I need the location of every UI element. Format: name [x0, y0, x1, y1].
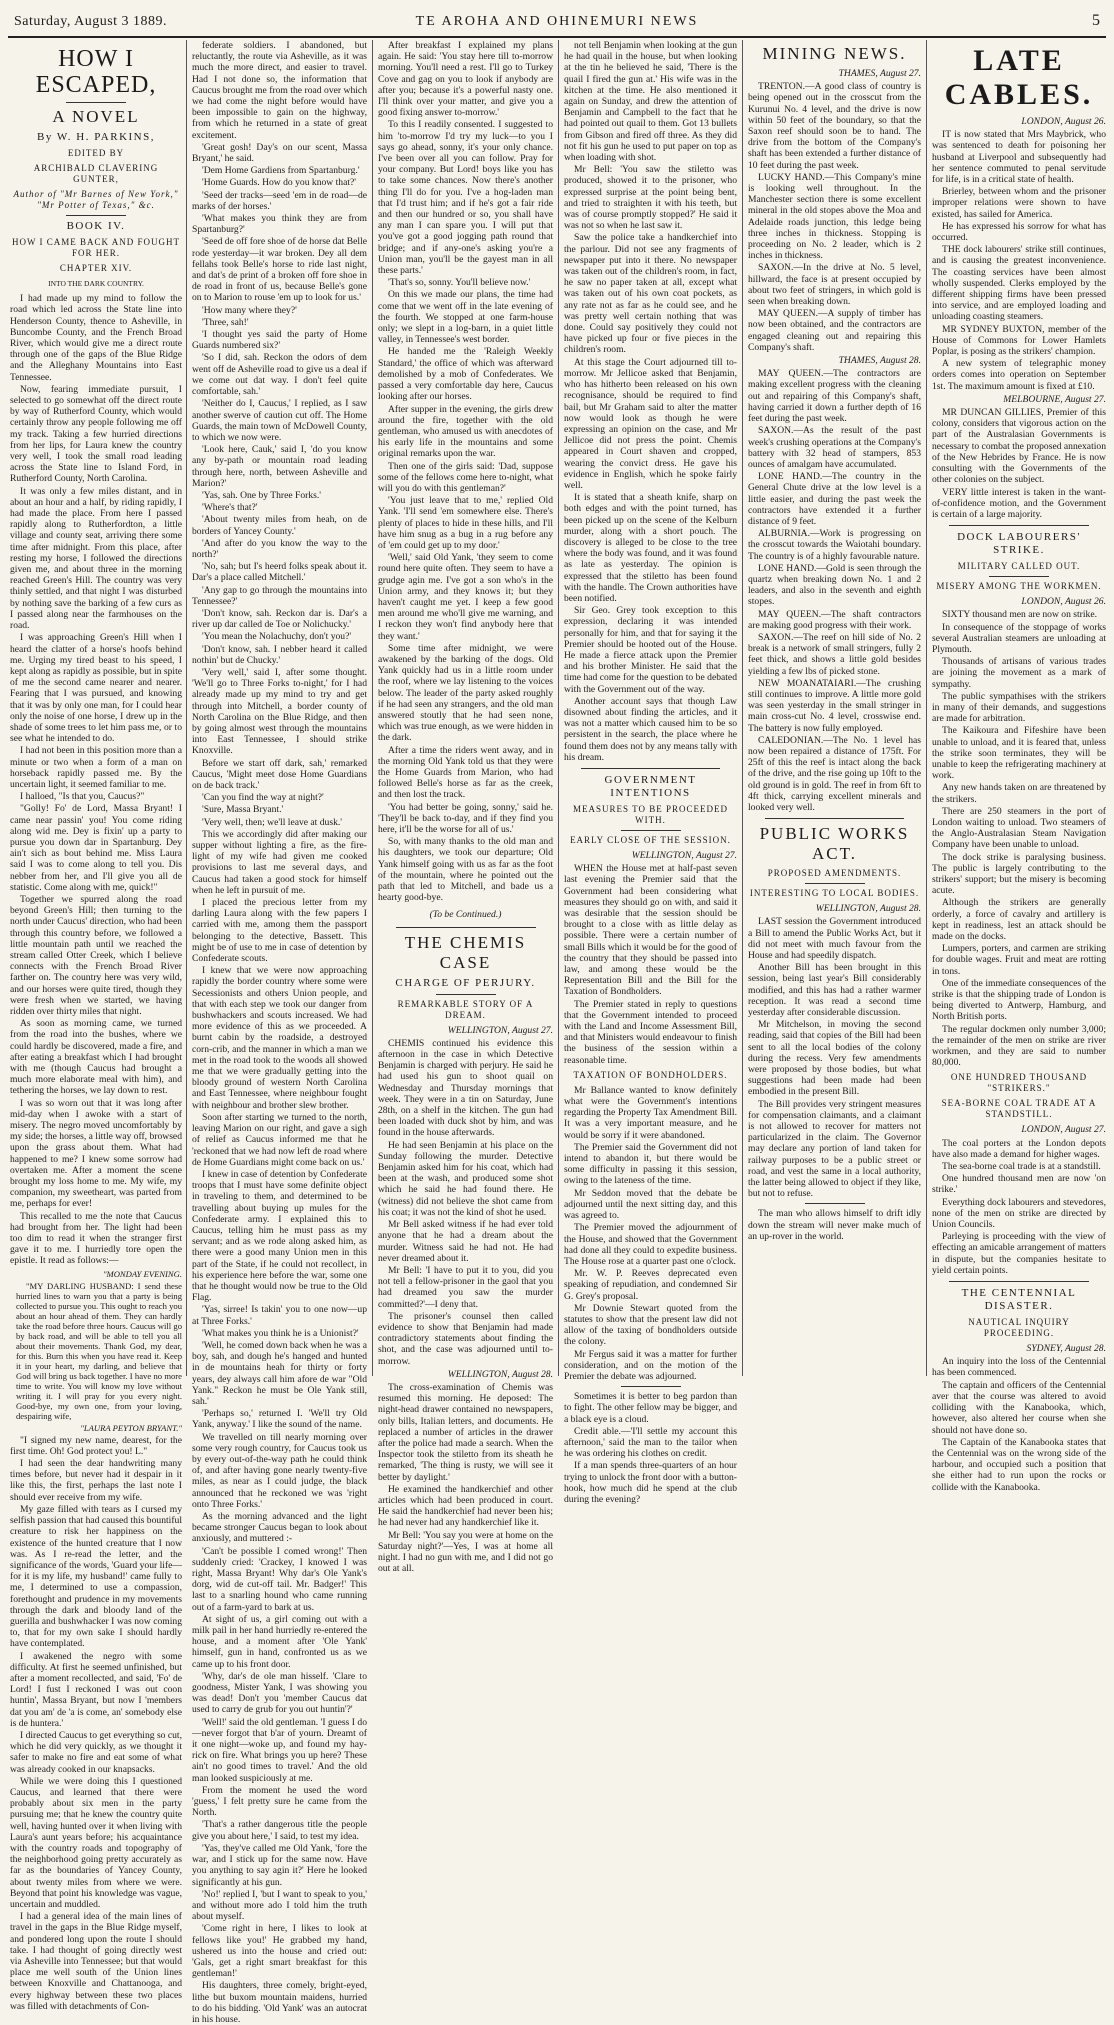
paragraph: 'Don't know, sah. I nebber heard it called nothin' but de Chucky.' — [192, 643, 367, 666]
divider — [765, 818, 903, 819]
paragraph: Now, fearing immediate pursuit, I selected to go somewhat off the direct route by way of Rutherford County, which would certainly throw any people following me off my track. Taking a few hurried directions from her lips, for Laura knew the country very well, I took the small road leading across the State line to Island Ford, in Rutherford County, North Carolina. — [10, 383, 182, 485]
paragraph: Mr Bell: 'I have to put it to you, did you not tell a fellow-prisoner in the gaol that you had dreamed you saw the murder committed?'—I deny that. — [378, 1264, 553, 1310]
section-heading: PUBLIC WORKS ACT. — [759, 824, 910, 864]
paragraph: 'What makes you think he is a Unionist?' — [202, 1327, 359, 1339]
paragraph: 'Neither do I, Caucus,' I replied, as I saw another swerve of caution cut off. The Home Guards, the main town of McDowell County, to which we now were. — [192, 398, 367, 443]
paragraph: One hundred thousand men are now 'on strike.' — [932, 1173, 1106, 1196]
divider — [949, 525, 1088, 526]
paragraph: At sight of us, a girl coming out with a milk pail in her hand hurriedly re-entered the house, and a moment after 'Ole Yank' himself, gun in hand, confronted us as we came up to his front door. — [192, 1613, 367, 1670]
paragraph: It was only a few miles distant, and in about an hour and a half, by riding rapidly, I had made the place. From here I passed rapidly along to Rutherfordton, a little village and county seat, arriving there some time after midnight. From this place, after resting my horse, I followed the directions given me, and about three in the morning reached Green's Hill. The country was very thinly settled, and that night I was disturbed by nothing save the barking of a few curs as I passed along near the farmhouses on the road. — [10, 485, 182, 632]
paragraph: 'Seed der tracks—seed 'em in de road—de marks of der horses.' — [192, 189, 367, 212]
paragraph: 'How many where they?' — [202, 304, 297, 316]
paragraph: We travelled on till nearly morning over some very rough country, for Caucus took us by every out-of-the-way path he could think of, and after having gone nearly twenty-five miles, as near as I could judge, the black announced that he reckoned we was 'right onto Three Forks.' — [192, 1431, 367, 1510]
paragraph: 'Very well,' said I, after some thought. 'We'll go to Three Forks to-night,' for I had already made up my mind to try and get through into Mitchell, a border county of North Carolina on the Blue Ridge, and then by going almost west through the mountains into East Tennessee, I should strike Knoxville. — [192, 666, 367, 757]
paragraph: Another account says that though Law disowned about finding the articles, and it was not a matter which caused him to be so persistent in the search, the place where he found them does not by any means tally with his dream. — [564, 695, 737, 763]
paragraph: SIXTY thousand men are now on strike. — [942, 609, 1097, 621]
paragraph: I had a general idea of the main lines of travel in the gaps in the Blue Ridge myself, and pondered long upon the route I should take. I had thought of going directly west via Asheville into Tennessee; but that would place me well south of the Union lines between Knoxville and Chattanooga, and every highway between these two places was filled with detachments of Con- — [10, 1911, 182, 2012]
paragraph: "I signed my new name, dearest, for the first time. Oh! God protect you! L." — [10, 1434, 182, 1457]
story-body — [10, 293, 182, 2012]
paragraph: 'And after do you know the way to the north?' — [192, 537, 367, 560]
section-subheading: REMARKABLE STORY OF A DREAM. — [397, 998, 534, 1020]
paragraph: MAY QUEEN.—The contractors are making excellent progress with the cleaning out and repairing of this Company's shaft, having carried it down a further depth of 16 feet during the past week. — [748, 368, 921, 425]
column-rule — [372, 40, 373, 1376]
paragraph: 'Well!' said the old gentleman. 'I guess I do—never forgot that b'ar of yourn. Dreamt of it one night—woke up, and found my hay-rick on fire. What brings you up here? These ain't no good times to travel.' And the old man looked suspiciously at me. — [192, 1716, 367, 1784]
section-subheading: CHARGE OF PERJURY. — [395, 976, 536, 989]
paragraph: I awakened the negro with some difficulty. At first he seemed unfinished, but after a moment recollected, and said, 'Fo' de Lord! I fust I reckoned I was out coon huntin', Massa Bryant, but now I 'members dat you am' de 'a is come, an' somebody else is de huntera.' — [10, 1650, 182, 1729]
paragraph: As soon as morning came, we turned from the road into the bushes, where we could hardly be discovered, made a fire, and after eating a breakfast which I had brought with me (though Caucus had brought a much more elaborate meal with him), and tethering the horses, we lay down to rest. — [10, 1018, 182, 1097]
divider — [805, 1203, 865, 1204]
section-subheading: NAUTICAL INQUIRY PROCEEDING. — [968, 1317, 1070, 1339]
section-subheading: INTERESTING TO LOCAL BODIES. — [749, 888, 920, 899]
paragraph: Together we spurred along the road beyond Green's Hill; then turning to the north under Caucus' direction, who had been through this country before, we followed a little mountain path until we reached the stream called Otter Creek, which I believe connects with the French Broad River farther on. The country here was very wild, and our horses were quite tired, though they were fresh when we started, we having ridden over thirty miles that night. — [10, 893, 182, 1017]
paragraph: To this I readily consented. I suggested to him 'to-morrow I'd try my luck—to you I says go ahead, sonny, it's your only chance. I've been over all you can follow. Pray for your company. But Lord! boys like you has to take some chances. Now there's another thing I'll do for you. I've a hog-laden man that I'd trust him; and if he's got a fair ride and then our hundred or so, you shall have any man I can spare you. I will put that you've got a good jogging path round that bridge; and if any-one's asking you're a Union man, you'll be the gayest man in all these parts.' — [378, 119, 553, 277]
paragraph: Mr Fergus said it was a matter for further consideration, and on the motion of the Premier the debate was adjourned. — [564, 1348, 737, 1382]
paragraph: An inquiry into the loss of the Centennial has been commenced. — [932, 1356, 1106, 1379]
paragraph: LUCKY HAND.—This Company's mine is looking well throughout. In the Manchester section there is some excellent mineral in the old stopes above the Moa and Adelaide roads junction, this ledge being three inches in thickness. Stopping is proceeding on No. 2 leader, which is 2 inches in thickness. — [748, 171, 921, 262]
story-subtitle: A NOVEL — [52, 107, 140, 126]
paragraph: 'Well, he comed down back when he was a boy, sah, and dough he's hanged and hunted in de mountains heah for thirty or forty years, dey always call him afore de war "Old Yank." Reckon he must be Ole Yank still, sah.' — [192, 1339, 367, 1407]
paragraph: 'Yas, sirree! Is takin' you to one now—up at Three Forks.' — [192, 1304, 367, 1327]
column-rule — [186, 40, 187, 1376]
paragraph: While we were doing this I questioned Caucus, and learned that there were probably about six men in the party pursuing me; that he knew the country quite well, having hunted over it when living with Laura's aunt years before; his acquaintance with the country roads and topography of the neighborhood going pretty accurately as far as the boundaries of Yancey County, about twenty miles from where we were. Beyond that point his knowledge was vague, uncertain and muddled. — [10, 1775, 182, 1910]
paragraph: The public sympathises with the strikers in many of their demands, and suggestions are made for arbitration. — [932, 690, 1106, 725]
paragraph: He has expressed his sorrow for what has occurred. — [932, 220, 1106, 244]
paragraph: I placed the precious letter from my darling Laura along with the few papers I carried with me, among them the passport belonging to the detective, Bassett. This might be of use to me in case of detention by Confederate scouts. — [192, 897, 367, 965]
paragraph: Brierley, between whom and the prisoner improper relations were shown to have existed, has sailed for America. — [932, 186, 1106, 220]
divider — [989, 576, 1049, 577]
letter-signature: "LAURA PEYTON BRYANT." — [80, 1422, 182, 1433]
paragraph: ALBURNIA.—Work is progressing on the crosscut towards the Waiotahi boundary. The country is of a highly favourable nature. — [748, 528, 921, 562]
column-rule — [926, 40, 927, 1376]
dateline: THAMES, August 28. — [838, 355, 921, 367]
section-subheading: MEASURES TO BE PROCEEDED WITH. — [573, 804, 728, 825]
dateline: THAMES, August 27. — [838, 68, 921, 79]
paragraph: IT is now stated that Mrs Maybrick, who was sentenced to death for poisoning her husband at Liverpool and subsequently had her sentence commuted to penal servitude for life, is in a critical state of health. — [932, 129, 1106, 186]
paragraph: 'Look here, Cauk,' said I, 'do you know any by-path or mountain road leading through here, north, between Asheville and Marion?' — [192, 444, 367, 489]
paragraph: I halloed, "Is that you, Caucus?" — [20, 791, 145, 803]
paragraph: federate soldiers. I abandoned, but reluctantly, the route via Asheville, as it was much the more direct, and easier to travel. Had I not done so, the information that Caucus brought me from the road over which we had come the night before would have been impossible to gain on the highway, from which he returned in a state of great excitement. — [192, 40, 367, 141]
editor-name: ARCHIBALD CLAVERING GUNTER, — [33, 163, 159, 184]
paragraph: His daughters, three comely, bright-eyed, lithe but buxom mountain maidens, hurried to do his bidding. 'Old Yank' was an autocrat in his house. — [192, 1980, 367, 2025]
edited-by: EDITED BY — [67, 148, 125, 158]
paragraph: Credit able.—'I'll settle my account this afternoon,' said the man to the tailor when he was ordering his clothes on credit. — [564, 1425, 737, 1460]
section-heading: DOCK LABOURERS' STRIKE. — [957, 531, 1081, 557]
paragraph: 'What makes you think they are from Spartanburg?' — [192, 213, 367, 236]
paragraph: LONE HAND.—Gold is seen through the quartz when breaking down No. 1 and 2 leaders, and also in the seventh and eighth stopes. — [748, 562, 921, 608]
paragraph: SAXON.—In the drive at No. 5 level, hillward, the face is at present occupied by about two feet of stringers, in which gold is seen when breaking down. — [748, 262, 921, 308]
paragraph: 'That's a rather dangerous title the people give you about here,' I said, to test my idea. — [192, 1819, 367, 1842]
section-heading: GOVERNMENT INTENTIONS — [604, 774, 697, 799]
paragraph: 'No, sah; but I's heerd folks speak about it. Dar's a place called Mitchell.' — [192, 561, 367, 584]
paragraph: 'You had better be going, sonny,' said he. 'They'll be back to-day, and if they find you here, it'll be the worse for all of us.' — [378, 801, 553, 836]
paragraph: Parleying is proceeding with the view of effecting an amicable arrangement of matters in dispute, but the companies hesitate to yield certain points. — [932, 1231, 1106, 1276]
paragraph: As the morning advanced and the light became stronger Caucus began to look about anxiously, and muttered :- — [192, 1511, 367, 1545]
column-rule — [558, 40, 559, 1376]
paragraph: 'Dem Home Gardiens from Spartanburg.' — [202, 165, 360, 177]
paragraph: If a man spends three-quarters of an hour trying to unlock the front door with a button-hook, how much did he spend at the club during the evening? — [564, 1460, 737, 1505]
column-6 — [932, 40, 1106, 1493]
paragraph: Everything dock labourers and stevedores, none of the men on strike are directed by Union Councils. — [932, 1196, 1106, 1231]
paragraph: My gaze filled with tears as I cursed my selfish passion that had caused this bountiful creature to risk her happiness on the existence of the hunted creature that I now was. As I re-read the letter, and the significance of the words, 'Guard your life—for it is my life, my husband!' came fully to me, I determined to use a compassion, forethought and prudence in my movements through the dark and bloody land of the guerilla and bushwhacker I was now coming to, that for my own sake I should hardly have contemplated. — [10, 1503, 182, 1650]
paragraph: MR SYDNEY BUXTON, member of the House of Commons for Lower Hamlets Poplar, is posing as the strikers' champion. — [932, 323, 1106, 358]
chapter-number: CHAPTER XIV. — [59, 263, 133, 273]
paragraph: MAY QUEEN.—The shaft contractors are making good progress with their work. — [748, 608, 921, 631]
book-number: BOOK IV. — [66, 220, 126, 232]
paragraph: Sir Geo. Grey took exception to this expression, declaring it was intended personally for him, and that for saying it the Premier should be hooted out of the House. He made a fierce attack upon the Premier and his brother Minister. He said that the time had come for the question to be debated with the Government out of the way. — [564, 605, 737, 695]
paragraph: CALEDONIAN.—The No. 1 level has now been repaired a distance of 175ft. For 25ft of this the reef is intact along the back of the drive, and the rise going up 10ft to the old ground is in gold. The reef in from 6ft to 4ft thick, carrying excellent minerals and looked very well. — [748, 734, 921, 813]
to-be-continued: (To be Continued.) — [429, 909, 502, 921]
paragraph: After a time the riders went away, and in the morning Old Yank told us that they were the Home Guards from Marion, who had followed Belle's horse as far as the creek, and then lost the track. — [378, 744, 553, 801]
paragraph: 'Why, dar's de ole man hisself. 'Clare to goodness, Mister Yank, I was showing you was dead! Don't you 'member Caucus dat used to carry de grub for you out huntin'?' — [192, 1670, 367, 1716]
divider — [621, 1386, 681, 1387]
column-rule — [742, 40, 743, 1376]
paragraph: The prisoner's counsel then called evidence to show that Benjamin had made contradictory statements about finding the shot, and the case was adjourned until to-morrow. — [378, 1310, 553, 1367]
divider — [805, 883, 865, 884]
paragraph: 'Home Guards. How do you know that?' — [202, 177, 357, 189]
paragraph: The Premier stated in reply to questions that the Government intended to proceed with the Land and Income Assessment Bill, and that Ministers would endeavour to finish the business of the session within a reasonable time. — [564, 998, 737, 1066]
divider — [621, 830, 681, 831]
paragraph: "Golly! Fo' de Lord, Massa Bryant! I came near passin' you! You come riding along wid me. Dey is fixin' up a party to pursue you down dar in Spartanburg. Dey ain't sich as bout behind me. Miss Laura said I was to come along to tell you. Dis nebber from her, and I'll give you all de statistic. Come along with me, quick!" — [10, 803, 182, 893]
column-5 — [748, 40, 921, 1376]
paragraph: So, with many thanks to the old man and his daughters, we took our departure; Old Yank himself going with us as far as the foot of the mountain, where he pointed out the path that led to Mitchell, and bade us a hearty good-bye. — [378, 836, 553, 904]
section-subheading: MISERY AMONG THE WORKMEN. — [936, 581, 1102, 592]
chapter-title: INTO THE DARK COUNTRY. — [48, 279, 144, 288]
section-subheading: PROPOSED AMENDMENTS. — [767, 868, 902, 879]
paragraph: This recalled to me the note that Caucus had brought from her. The light had been too dim to read it when the stranger first gave it to me. I hurriedly tore open the epistle. It read as follows:— — [10, 1210, 182, 1267]
paragraph: LONE HAND.—The country in the General Chute drive at the low level is a little easier, and during the past week the contractors have extended it a further distance of 9 feet. — [748, 471, 921, 527]
divider — [949, 1281, 1088, 1282]
paragraph: SAXON.—The reef on hill side of No. 2 break is a network of small stringers, fully 2 feet thick, and shows a little gold besides yielding a few lbs of picked stone. — [748, 631, 921, 677]
paragraph: The cross-examination of Chemis was resumed this morning. He deposed: The night-head drawer contained no newspapers, only bills, Italian letters, and documents. He replaced a number of articles in the drawer after the police had made a search. When the Inspector took the stiletto from its sheath he remarked, 'The thing is rusty, we will see it better by daylight.' — [378, 1381, 553, 1483]
story-title: HOW I ESCAPED, — [35, 46, 157, 98]
dateline: LONDON, August 26. — [1021, 596, 1106, 608]
paragraph: 'No!' replied I, 'but I want to speak to you,' and without more ado I told him the truth about myself. — [192, 1888, 367, 1923]
dateline: WELLINGTON, August 27. — [447, 1024, 553, 1036]
paragraph: NEW MOANATAIARI.—The crushing still continues to improve. A little more gold was seen yesterday in the small stringer in main cross-cut No. 4 level, crosswise end. The battery is now fully employed. — [748, 677, 921, 734]
paragraph: 'Can you find the way at night?' — [202, 792, 324, 804]
paragraph: Saw the police take a handkerchief into the parlour. Did not see any fragments of newspaper put into it there. No newspaper was taken out of the children's room, in fact, he saw no paper taken at all, except what was taken out of his own coat pockets, as any rate not as far as he could see, and he was pretty well certain nothing that was done. Could say positively they could not have picked up four or five pieces in the children's room. — [564, 232, 737, 356]
paragraph: 'Three, sah!' — [202, 316, 249, 328]
paragraph: He had seen Benjamin at his place on the Sunday following the murder. Detective Benjamin asked him for his coat, which had been at the wash, and produced some shot which he said he had found there. He (witness) did not believe the shot came from his coat; it was not the kind of shot he used. — [378, 1139, 553, 1218]
paragraph: Mr Mitchelson, in moving the second reading, said that copies of the Bill had been sent to all the local bodies of the colony during the recess. Very few amendments were proposed by those bodies, but what suggestions had been made had been embodied in the present Bill. — [748, 1019, 921, 1098]
paragraph: I knew that we were now approaching rapidly the border country where some were Secessionists and others Union people, and that with each step we took our danger from bushwhackers and scouts increased. We had more evidence of this as we proceeded. A burnt cabin by the roadside, a destroyed corn-crib, and the manner in which a man we met in the road took to the woods all showed me that we were gradually getting into the bloody ground of western North Carolina and East Tennessee, where neighbour fought with neighbour and brother slew brother. — [192, 965, 367, 1111]
paragraph: Mr Bell: 'You saw the stiletto was produced, showed it to the prisoner, who expressed surprise at the point being bent, and tried to straighten it with his teeth, but was of course promptly stopped?' He said it was not so when he last saw it. — [564, 164, 737, 232]
paragraph: He examined the handkerchief and other articles which had been produced in court. He said the handkerchief had never been his; he had never had any handkerchief like it. — [378, 1483, 553, 1529]
newspaper-title: TE AROHA AND OHINEMURI NEWS — [415, 14, 699, 29]
paragraph: I had made up my mind to follow the road which led across the State line into Henderson County, thence to Asheville, in Buncombe County, and the French Broad River, which would give me a direct route through one of the gaps of the Blue Ridge and the Alleghany Mountains into East Tennessee. — [10, 293, 182, 383]
author-credits: Author of "Mr Barnes of New York," "Mr Potter of Texas," &c. — [13, 189, 179, 210]
paragraph: 'Seed de off fore shoe of de horse dat Belle rode yesterday—it war broken. Dey all dem fellahs took Belle's horse to ride last night, and dat's de print of a broken off fore shoe in de road in front of us, because Belle's gone on to Marion to rouse 'em up to look for us.' — [192, 236, 367, 304]
paragraph: 'Yas, sah. One by Three Forks.' — [202, 489, 322, 501]
paragraph: The captain and officers of the Centennial aver that the course was altered to avoid colliding with the Kanabooka, which, however, also altered her course when she should not have done so. — [932, 1379, 1106, 1436]
paragraph: The Premier said the Government did not intend to abandon it, but there would be some difficulty in passing it this session, owing to the lateness of the time. — [564, 1141, 737, 1187]
paragraph: Lumpers, porters, and carmen are striking for double wages. Fruit and meat are rotting in tons. — [932, 943, 1106, 977]
story-author: By W. H. PARKINS, — [36, 131, 155, 143]
paragraph: I had not been in this position more than a minute or two when a form of a man on horseback rapidly passed me. By the uncertain light, it seemed familiar to me. — [10, 745, 182, 790]
paragraph: Sometimes it is better to beg pardon than to fight. The other fellow may be bigger, and a black eye is a cloud. — [564, 1391, 737, 1425]
dateline: WELLINGTON, August 28. — [447, 1368, 553, 1380]
paragraph: Another Bill has been brought in this session, being last year's Bill considerably modified, and this has had a rather warmer reception. It was read a second time yesterday after considerable discussion. — [748, 962, 921, 1019]
paragraph: 'Don't know, sah. Reckon dar is. Dar's a river up dar called de Toe or Nolichucky.' — [192, 607, 367, 631]
paragraph: 'That's so, sonny. You'll believe now.' — [388, 277, 531, 289]
paragraph: Soon after starting we turned to the north, leaving Marion on our right, and gave a sigh of relief as Caucus informed me that he 'reckoned that we had now left de road where de Home Guardians might come back on us.' — [192, 1111, 367, 1168]
paragraph: In consequence of the stoppage of works several Australian steamers are unloading at Plymouth. — [932, 621, 1106, 655]
paragraph: On this we made our plans, the time had come that we went off in the late evening of the fourth. We stopped at one farm-house only; we slept in a log-barn, in a quiet little valley, in Tennessee's west border. — [378, 289, 553, 346]
paragraph: VERY little interest is taken in the want-of-confidence motion, and the Government is certain of a large majority. — [932, 486, 1106, 520]
paragraph: There are 250 steamers in the port of London waiting to unload. Two steamers of the Anglo-Australasian Steam Navigation Company have been unable to unload. — [932, 805, 1106, 851]
paragraph: It is stated that a sheath knife, sharp on both edges and with the point turned, has been picked up on the scene of the Kelburn murder, along with a short pouch. The discovery is alleged to be close to the tree where the body was found, and it was found as late as yesterday. The opinion is expressed that the stiletto has been found with the handle. The Crown authorities have been notified. — [564, 492, 737, 604]
paragraph: THE dock labourers' strike still continues, and is causing the greatest inconvenience. The coasting services have been almost wholly suspended. Clerks employed by the different shipping firms have been pressed into service, and are employed loading and unloading coasting steamers. — [932, 244, 1106, 323]
paragraph: SAXON.—As the result of the past week's crushing operations at the Company's battery with 32 head of stampers, 853 ounces of amalgam have accumulated. — [748, 425, 921, 470]
section-heading: MINING NEWS. — [762, 44, 907, 63]
paragraph: 'Yas, they've called me Old Yank, 'fore the war, and I stick up for the same now. Have you anything to say agin it?' Here he looked significantly at his gun. — [192, 1842, 367, 1888]
divider — [66, 102, 126, 103]
paragraph: Mr Downie Stewart quoted from the statutes to show that the present law did not allow of the taxing of bondholders outside the colony. — [564, 1302, 737, 1348]
paragraph: 'Sure, Massa Bryant.' — [202, 804, 284, 816]
paragraph: Mr. W. P. Reeves deprecated even speaking of repudiation, and condemned Sir G. Grey's proposal. — [564, 1268, 737, 1302]
issue-date: Saturday, August 3 1889. — [14, 14, 168, 29]
section-heading: THE CHEMIS CASE — [404, 932, 527, 972]
paragraph: I knew in case of detention by Confederate troops that I must have some definite object in traveling to them, and determined to be travelling about buying up mules for the Confederate army. I explained this to Caucus, telling him he must pass as my servant; and as we rode along asked him, as there were a good many Union men in this part of the State, if he could not recollect, in his experience here before the war, some one that he thought would now be true to the Old Flag. — [192, 1168, 367, 1304]
divider — [581, 768, 719, 769]
paragraph: 'Where's that?' — [202, 502, 258, 514]
section-heading: THE CENTENNIAL DISASTER. — [961, 1287, 1077, 1313]
divider — [436, 994, 496, 995]
paragraph: I directed Caucus to get everything so cut, which he did very quickly, as we thought it safer to make no fire and eat some of what was already cooked in our knapsacks. — [10, 1729, 182, 1775]
paragraph: not tell Benjamin when looking at the gun he had quail in the house, but when looking at the tin he believed he said, 'There is the quail I fired the gun at.' His wife was in the kitchen at the time. He also mentioned it again on Sunday, and drew the attention of Benjamin and Campbell to the fact that he had pointed out quail to them. Got 13 bullets from Gibson and fired off three. As they did not fit his gun he used to put paper on top as when loading with shot. — [564, 40, 737, 164]
paragraph: Mr Ballance wanted to know definitely what were the Government's intentions regarding the Property Tax Amendment Bill. It was a very important measure, and he would be sorry if it were abandoned. — [564, 1084, 737, 1141]
paragraph: I was approaching Green's Hill when I heard the clatter of a horse's hoofs behind me. Urging my tired beast to his speed, I kept along as rapidly as possible, but in spite of me the second came nearer and nearer. Fearing that I was pursued, and knowing that it was by only one man, for I could hear only the noise of one horse, I drew up in the shade of some trees to let him pass me, or to see what he intended to do. — [10, 632, 182, 745]
paragraph: Thousands of artisans of various trades are joining the movement as a mark of sympathy. — [932, 656, 1106, 690]
paragraph: 'I thought yes said the party of Home Guards numbered six?' — [192, 329, 367, 352]
dateline: WELLINGTON, August 27. — [631, 850, 737, 861]
dateline: LONDON, August 27. — [1021, 1124, 1106, 1136]
paragraph: Mr Seddon moved that the debate be adjourned until the next sitting day, and this was agreed to. — [564, 1187, 737, 1222]
paragraph: A new system of telegraphic money orders comes into operation on September 1st. The maximum amount is fixed at £10. — [932, 358, 1106, 392]
letter-text: "MY DARLING HUSBAND: I send these hurried lines to warn you that a party is being collected to pursue you. This ought to reach you about an hour ahead of them. They can hardly take the road before three hours. Caucus will go by back road, and will be able to tell you all about their movements. Thank God, my dear, for this. Burn this when you have read it. Keep it in your heart, my darling, and believe that God will bring us back together. I have no more time to write. You will know my love without writing it. I will pray for you every night. Good-bye, my own one, from your loving, despairing wife, — [16, 1280, 182, 1421]
paragraph: CHEMIS continued his evidence this afternoon in the case in which Detective Benjamin is charged with perjury. He said he had used his gun to shoot quail on Wednesday and Thursday mornings that week. They were in a tin on Saturday, June 28th, on a shelf in the kitchen. The gun had been loaded with duck shot by him, and was found in the house afterwards. — [378, 1037, 553, 1139]
paragraph: The dock strike is paralysing business. The public is largely contributing to the strikers' support; but the misery is becoming acute. — [932, 851, 1106, 897]
book-title: HOW I CAME BACK AND FOUGHT FOR HER. — [11, 237, 181, 258]
paragraph: 'Very well, then; we'll leave at dusk.' — [202, 816, 342, 828]
paragraph: From the moment he used the word 'guess,' I felt pretty sure he came from the North. — [192, 1784, 367, 1819]
paragraph: MR DUNCAN GILLIES, Premier of this colony, considers that vigorous action on the part of the Australasian Governments is necessary to combat the proposed annexation of the New Hebrides by France. He is now consulting with the Governments of the other colonies on the subject. — [932, 407, 1106, 486]
section-heading: LATE CABLES. — [944, 44, 1094, 111]
paragraph: 'Perhaps so,' returned I. 'We'll try Old Yank, anyway.' I like the sound of the name. — [192, 1408, 367, 1431]
paragraph: The coal porters at the London depots have also made a demand for higher wages. — [932, 1137, 1106, 1160]
paragraph: The Premier moved the adjournment of the House, and showed that the Government had done all they could to expedite business. The House rose at a quarter past one o'clock. — [564, 1222, 737, 1267]
paragraph: One of the immediate consequences of the strike is that the shipping trade of London is being diverted to Antwerp, Hamburg, and North British ports. — [932, 977, 1106, 1023]
paragraph: 'Can't be possible I comed wrong!' Then suddenly cried: 'Crackey, I knowed I was right, Massa Bryant! Why dar's Ole Yank's dorg, wid de cut-off tail. Mr. Badger!' This last to a snarling hound who came running out of a farm-yard to bark at us. — [192, 1545, 367, 1613]
paragraph: Although the strikers are generally orderly, a force of cavalry and artillery is kept in readiness, lest an attack should be made on the docks. — [932, 897, 1106, 942]
masthead — [8, 6, 1106, 38]
paragraph: The sea-borne coal trade is at a standstill. — [942, 1161, 1101, 1173]
paragraph: Then one of the girls said: 'Dad, suppose some of the fellows come here to-night, what will you do with this gentleman?' — [378, 460, 553, 494]
paragraph: MAY QUEEN.—A supply of timber has now been obtained, and the contractors are engaged cleaning out and repairing this Company's shaft. — [748, 308, 921, 353]
paragraph: TRENTON.—A good class of country is being opened out in the crosscut from the Kurunui No. 4 level, and the drive is now within 50 feet of the boundary, so that the Saxon reef should soon be to hand. The drive from the bottom of the Company's shaft has been extended a further distance of 10 feet during the past week. — [748, 81, 921, 171]
column-3 — [378, 40, 553, 1575]
section-subheading: SEA-BORNE COAL TRADE AT A STANDSTILL. — [941, 1098, 1097, 1120]
page-number: 5 — [1092, 12, 1100, 29]
paragraph: 'Come right in here, I likes to look at fellows like you!' He grabbed my hand, ushered us into the house and cried out: 'Gals, get a right smart breakfast for this gentleman!' — [192, 1923, 367, 1980]
paragraph: He handed me the 'Raleigh Weekly Standard,' the office of which was afterward demolished by a mob of Confederates. We passed a very comfortable day here, Caucus looking after our horses. — [378, 346, 553, 403]
paragraph: After supper in the evening, the girls drew around the fire, together with the old gentleman, who amused us with anecdotes of his early life in the mountains and some original remarks upon the war. — [378, 403, 553, 460]
paragraph: Before we start off dark, sah,' remarked Caucus, 'Might meet dose Home Guardians on de back track.' — [192, 757, 367, 791]
paragraph: After breakfast I explained my plans again. He said: 'You stay here till to-morrow morning. You'll need a rest. I'll go to Turkey Cove and gag on you to look if anybody are after you; because it's a powerful nasty one. I'll think over your matter, and give you a good fixing answer to-morrow.' — [378, 40, 553, 119]
section-subheading: MILITARY CALLED OUT. — [957, 561, 1081, 572]
paragraph: 'Great gosh! Day's on our scent, Massa Bryant,' he said. — [192, 141, 367, 165]
paragraph: 'You just leave that to me,' replied Old Yank. 'I'll send 'em somewhere else. There's plenty of places to hide in these hills, and I'll have him snug as a bug in a rug before any of 'em could get up to my door.' — [378, 495, 553, 551]
dateline: LONDON, August 26. — [1021, 116, 1106, 127]
paragraph: The Kaikoura and Fifeshire have been unable to unload, and it is feared that, unless the strike soon terminates, they will be unable to keep the refrigerating machinery at work. — [932, 725, 1106, 782]
divider — [66, 215, 126, 216]
paragraph: WHEN the House met at half-past seven last evening the Premier said that the Government had been considering what measures they should go on with, and said it was desirable that the session should be brought to a close with as little delay as possible. There were a certain number of small Bills which it would be for the good of the country that they should be passed into law, and among these would be the Representation Bill and the Bill for the Taxation of Bondholders. — [564, 863, 737, 998]
section-subheading: EARLY CLOSE OF THE SESSION. — [570, 835, 731, 845]
paragraph: Mr Bell: 'You say you were at home on the Saturday night?'—Yes, I was at home all night. I had no gun with me, and I did not go out at all. — [378, 1529, 553, 1575]
paragraph: The Captain of the Kanabooka states that the Centennial was on the wrong side of the harbour, and occupied such a position that she either had to run upon the rocks or collide with the Kanabooka. — [932, 1436, 1106, 1493]
column-2 — [192, 40, 367, 2025]
paragraph: LAST session the Government introduced a Bill to amend the Public Works Act, but it did not meet with much favour from the House and had speedily dispatch. — [748, 916, 921, 962]
paragraph: This we accordingly did after making our supper without lighting a fire, as the fire-light of my wife had given me cooked provisions to last me several days, and Caucus had taken a good stock for himself when he left in pursuit of me. — [192, 828, 367, 896]
paragraph: The Bill provides very stringent measures for compensation claimants, and a claimant is not allowed to recover for matters not particularized in the claim. The Governor may declare any portion of land taken for railway purposes to be a public street or road, and vest the same in a local authority, the latter being allowed to object if they like, but not to refuse. — [748, 1098, 921, 1200]
paragraph: 'Any gap to go through the mountains into Tennessee?' — [192, 584, 367, 607]
paragraph: At this stage the Court adjourned till to-morrow. Mr Jellicoe asked that Benjamin, who has hitherto been released on his own recognisance, should be required to find bail, but Mr Graham said to alter the matter now would look as though he were expressing an opinion on the case, and Mr Jellicoe did not press the point. Chemis appeared in Court shaven and cropped, wearing the convict dress. He gave his evidence in English, which he spoke fairly well. — [564, 356, 737, 491]
paragraph: 'About twenty miles from heah, on de borders of Yancey County.' — [192, 514, 367, 537]
paragraph: The man who allows himself to drift idly down the stream will never make much of an up-rover in the world. — [748, 1208, 921, 1242]
column-1 — [10, 40, 182, 2012]
paragraph: 'Well,' said Old Yank, 'they seem to come round here quite often. They seem to have a grudge agin me. I've got a son who's in the Union army, and they knows it; but they haven't caught me yet. I keep a few good men around me who'll give me warning, and I reckon they won't find anybody here that they want.' — [378, 552, 553, 642]
paragraph: Mr Bell asked witness if he had ever told anyone that he had a dream about the murder. Witness said he had not. He had never dreamed about it. — [378, 1219, 553, 1264]
paragraph: The regular dockmen only number 3,000; the remainder of the men on strike are river workmen, and they are said to number 80,000. — [932, 1023, 1106, 1069]
divider — [396, 927, 536, 928]
paragraph: Some time after midnight, we were awakened by the barking of the dogs. Old Yank quickly had us in a little room under the roof, where we lay listening to the voices below. The leader of the party asked roughly if he had seen any strangers, and the old man answered stoutly that he had seen none, which was true enough, as we were hidden in the dark. — [378, 642, 553, 744]
paragraph: I was so worn out that it was long after mid-day when I awoke with a start of misery. The negro moved uncomfortably by my side; the horses, a little way off, browsed upon the grass about them. What had happened to me? I knew some sorrow had overtaken me. After a moment the scene brought my loss home to me. My wife, my companion, my sweetheart, was parted from me, perhaps for ever! — [10, 1097, 182, 1210]
dateline: MELBOURNE, August 27. — [1003, 393, 1106, 405]
paragraph: 'You mean the Nolachuchy, don't you?' — [202, 631, 352, 643]
letter-date: "MONDAY EVENING. — [102, 1268, 182, 1279]
paragraph: 'So I did, sah. Reckon the odors of dem went off de Asheville road to give us a deal if we come out dat way. I don't feel quite comfortable, sah.' — [192, 352, 367, 398]
dateline: WELLINGTON, August 28. — [815, 903, 921, 915]
section-heading: ONE HUNDRED THOUSAND "STRIKERS." — [950, 1072, 1088, 1094]
paragraph: I had seen the dear handwriting many times before, but never had it despair in it like this, the first, perhaps the last note I should ever receive from my wife. — [10, 1458, 182, 1503]
section-subheading: TAXATION OF BONDHOLDERS. — [573, 1069, 728, 1080]
paragraph: Any new hands taken on are threatened by the strikers. — [932, 782, 1106, 805]
column-4 — [564, 40, 737, 1505]
dateline: SYDNEY, August 28. — [1026, 1343, 1106, 1355]
